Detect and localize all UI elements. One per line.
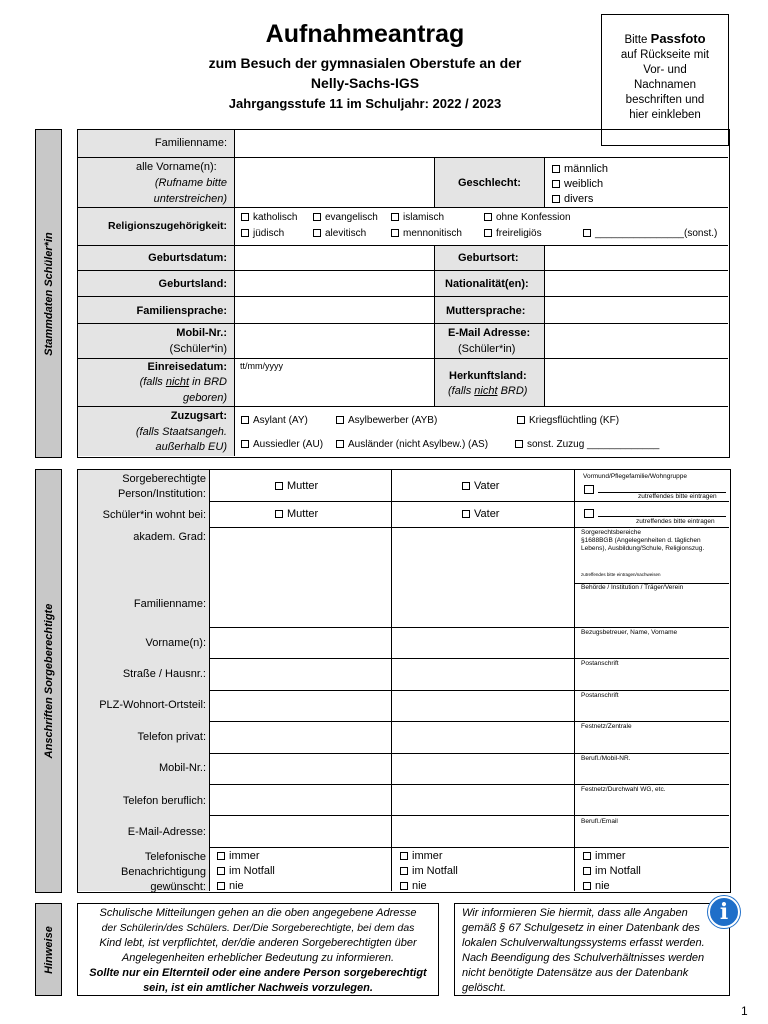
notify-3-notfall[interactable]: im Notfall xyxy=(583,864,641,878)
sorgerecht-label: Lebens), Ausbildung/Schule, Religionszug. xyxy=(581,545,705,552)
section-label-student: Stammdaten Schüler*in xyxy=(35,129,62,458)
zuzug-asylant[interactable]: Asylant (AY) xyxy=(241,414,308,428)
guardians-table xyxy=(77,469,731,893)
checkbox[interactable] xyxy=(552,195,560,203)
label-einreise-hint: (falls nicht in BRD xyxy=(139,376,227,388)
label-familiensprache: Familiensprache: xyxy=(136,305,227,317)
notify-2-immer[interactable]: immer xyxy=(400,849,443,863)
rel-juedisch[interactable]: jüdisch xyxy=(241,227,284,241)
label-vorname: Vorname(n): xyxy=(145,637,206,649)
post-label: Postanschrift xyxy=(581,660,619,667)
label-strasse: Straße / Hausnr.: xyxy=(122,668,206,680)
rel-islamisch[interactable]: islamisch xyxy=(391,211,444,225)
label-email: E-Mail-Adresse: xyxy=(127,826,206,838)
label-plz: PLZ-Wohnort-Ortsteil: xyxy=(99,699,206,711)
label-vorname-hint: (Rufname bitte xyxy=(154,177,227,189)
label-einreise: Einreisedatum: xyxy=(147,361,227,373)
durchwahl-label: Festnetz/Durchwahl WG, etc. xyxy=(581,786,666,793)
beruf-email-label: Berufl./Email xyxy=(581,818,618,825)
label-geburtsdatum: Geburtsdatum: xyxy=(148,252,227,264)
label-benach: Benachrichtigung xyxy=(120,866,206,878)
notify-1-notfall[interactable]: im Notfall xyxy=(217,864,275,878)
label-mobil: Mobil-Nr.: xyxy=(158,762,206,774)
rel-evangelisch[interactable]: evangelisch xyxy=(313,211,378,225)
label-geburtsort: Geburtsort: xyxy=(458,252,519,264)
label-herkunft: Herkunftsland: xyxy=(449,370,527,382)
sorgerecht-label: §1688BGB (Angelegenheiten d. täglichen xyxy=(581,537,701,544)
label-mobil-sub: (Schüler*in) xyxy=(169,343,227,355)
rel-alevitisch[interactable]: alevitisch xyxy=(313,227,366,241)
wohnt-vater[interactable]: Vater xyxy=(462,507,499,521)
label-familienname: Familienname: xyxy=(154,137,227,149)
label-akadem: akadem. Grad: xyxy=(133,531,206,543)
label-herkunft-hint: (falls nicht BRD) xyxy=(448,385,528,397)
zutreffend-hint: zutreffendes bitte eintragen xyxy=(638,493,717,500)
zuzug-sonst[interactable]: sonst. Zuzug _____________ xyxy=(515,438,659,452)
gender-diverse[interactable]: divers xyxy=(552,192,593,206)
label-benach: Telefonische xyxy=(144,851,206,863)
einreise-date-placeholder[interactable]: tt/mm/yyyy xyxy=(240,361,283,371)
notify-3-immer[interactable]: immer xyxy=(583,849,626,863)
sorge-mutter[interactable]: Mutter xyxy=(275,479,318,493)
bezug-label: Bezugsbetreuer, Name, Vorname xyxy=(581,629,678,636)
label-vorname: alle Vorname(n): xyxy=(136,161,217,173)
section-label-guardians: Anschriften Sorgeberechtigte xyxy=(35,469,62,893)
label-mobil: Mobil-Nr.: xyxy=(176,327,227,339)
behoerde-label: Behörde / Institution / Träger/Verein xyxy=(581,584,684,591)
page-number: 1 xyxy=(741,1004,748,1018)
label-zuzug: Zuzugsart: xyxy=(170,410,227,422)
notify-2-nie[interactable]: nie xyxy=(400,879,427,893)
section-label-notes: Hinweise xyxy=(35,903,62,996)
photo-text: auf Rückseite mit xyxy=(620,49,710,61)
label-wohnt: Schüler*in wohnt bei: xyxy=(102,509,206,521)
sorgerecht-label: Sorgerechtsbereiche xyxy=(581,529,641,536)
notify-1-immer[interactable]: immer xyxy=(217,849,260,863)
zuzug-auslaender[interactable]: Ausländer (nicht Asylbew.) (AS) xyxy=(336,438,488,452)
wohnt-mutter[interactable]: Mutter xyxy=(275,507,318,521)
label-geschlecht: Geschlecht: xyxy=(458,177,521,189)
photo-text: Bitte xyxy=(624,34,651,46)
photo-text: hier einkleben xyxy=(629,109,701,121)
photo-text: Vor- und xyxy=(643,64,687,76)
label-familienname: Familienname: xyxy=(133,598,206,610)
beruf-mobil-label: Berufl./Mobil-NR. xyxy=(581,755,631,762)
label-tel-privat: Telefon privat: xyxy=(137,731,206,743)
subtitle-2: Nelly-Sachs-IGS xyxy=(310,75,420,91)
gender-female[interactable]: weiblich xyxy=(552,177,603,191)
label-zuzug-hint: (falls Staatsangeh. xyxy=(135,426,227,438)
photo-box xyxy=(601,14,729,146)
festnetz-label: Festnetz/Zentrale xyxy=(581,723,632,730)
gender-male[interactable]: männlich xyxy=(552,162,608,176)
notify-3-nie[interactable]: nie xyxy=(583,879,610,893)
label-geburtsland: Geburtsland: xyxy=(158,278,227,290)
label-muttersprache: Muttersprache: xyxy=(446,305,526,317)
rel-ohne[interactable]: ohne Konfession xyxy=(484,211,571,225)
checkbox[interactable] xyxy=(552,165,560,173)
notify-2-notfall[interactable]: im Notfall xyxy=(400,864,458,878)
label-tel-beruf: Telefon beruflich: xyxy=(122,795,206,807)
zutreffend-hint: zutreffendes bitte eintragen xyxy=(636,518,715,525)
label-nationalitaet: Nationalität(en): xyxy=(445,278,529,290)
checkbox[interactable] xyxy=(552,180,560,188)
subtitle-3: Jahrgangsstufe 11 im Schuljahr: 2022 / 2023 xyxy=(228,96,502,111)
photo-text-bold: Passfoto xyxy=(650,31,706,46)
zuzug-asylbewerber[interactable]: Asylbewerber (AYB) xyxy=(336,414,437,428)
label-zuzug-hint: außerhalb EU) xyxy=(155,441,227,453)
post-label: Postanschrift xyxy=(581,692,619,699)
rel-mennonitisch[interactable]: mennonitisch xyxy=(391,227,462,241)
notify-1-nie[interactable]: nie xyxy=(217,879,244,893)
note-left: Schulische Mitteilungen gehen an die oben angegebene Adresse der Schülerin/des Schülers. Der/Die Sorgeberechtigte, bei dem das Kind lebt, ist verpflichtet, der/die anderen Sorgeberechtigten über Angelegenheiten erheblicher Bedeutung zu informieren. Sollte nur ein Elternteil oder eine andere Person sorgeberechtigt sein, ist ein amtlicher Nachweis vorzulegen. xyxy=(77,903,439,996)
label-einreise-hint: geboren) xyxy=(182,392,227,404)
zuzug-aussiedler[interactable]: Aussiedler (AU) xyxy=(241,438,323,452)
info-icon: i xyxy=(708,896,740,928)
label-benach: gewünscht: xyxy=(150,881,206,893)
page-title: Aufnahmeantrag xyxy=(265,20,465,48)
label-sorge: Person/Institution: xyxy=(117,488,206,500)
subtitle-1: zum Besuch der gymnasialen Oberstufe an der xyxy=(208,55,522,71)
label-email-sub: (Schüler*in) xyxy=(458,343,516,355)
sorgerecht-hint: zutreffendes bitte eintragen/nachweisen xyxy=(581,572,661,577)
student-table xyxy=(77,129,730,458)
label-religion: Religionszugehörigkeit: xyxy=(107,220,227,232)
label-sorge: Sorgeberechtigte xyxy=(122,473,206,485)
vormund-label: Vormund/Pflegefamilie/Wohngruppe xyxy=(583,473,687,480)
photo-text: Nachnamen xyxy=(633,79,696,91)
sorge-vater[interactable]: Vater xyxy=(462,479,499,493)
photo-text: beschriften und xyxy=(625,94,705,106)
label-vorname-hint: unterstreichen) xyxy=(153,193,227,205)
note-right: Wir informieren Sie hiermit, dass alle Angaben gemäß § 67 Schulgesetz in einer Datenbank des lokalen Schulverwaltungssystems erfasst werden. Nach Beendigung des Schulverhältnisses werden nicht benötigte Datensätze aus der Datenbank gelöscht. xyxy=(454,903,730,996)
rel-katholisch[interactable]: katholisch xyxy=(241,211,297,225)
rel-freireligioes[interactable]: freireligiös xyxy=(484,227,542,241)
label-email: E-Mail Adresse: xyxy=(448,327,531,339)
zuzug-kriegsfluechtling[interactable]: Kriegsflüchtling (KF) xyxy=(517,414,619,428)
rel-sonst[interactable]: ________________(sonst.) xyxy=(583,227,717,241)
